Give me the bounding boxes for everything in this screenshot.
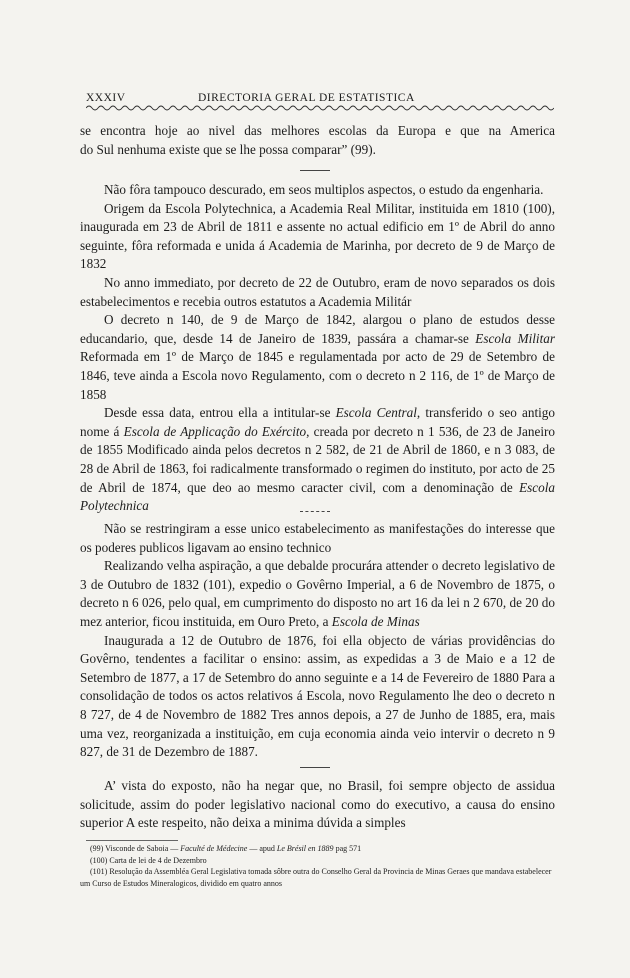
paragraph: No anno immediato, por decreto de 22 de Outubro, eram de novo separados os dois estabelecimentos e recebia outros estatutos a Academia Militár [80,274,555,309]
footnote-101: (101) Resolução da Assembléa Geral Legislativa tomada sôbre outra do Conselho Geral da Provincia de Minas Geraes que mandava estabelecer um Curso de Estudos Mineralogicos, dividido em quatro annos [80,867,552,888]
text-run: , transferido o seo antigo nome á [80,405,555,439]
footnote-separator [86,840,178,841]
section-separator [300,767,330,768]
italic-term: Escola Polytechnica [80,479,555,514]
text-run: Desde essa data, entrou ella a intitular-se [104,405,336,421]
italic-term: Escola de Applicação do Exército [123,423,307,439]
footnote-100: (100) Carta de lei de 4 de Dezembro [90,855,207,865]
paragraph: Origem da Escola Polytechnica, a Academia Real Militar, instituida em 1810 (100), inaugurada em 23 de Abril de 1811 e assente no actual edificio em 1º de Abril do anno seguinte, fôra reformada e unida á Academia de Marinha, por decreto de 9 de Março de 1832 [80,200,555,272]
text-run: , creada por decreto n 1 536, de 23 de Janeiro de 1855 Modificado ainda pelos decretos n 2 582, de 21 de Abril de 1860, e n 3 083, de 28 de Abril de 1863, foi radicalmente transformado o regimen do instituto, por acto de 25 de Abril de 1874, que deo ao mesmo caracter civil, com a denominação de [80,423,556,495]
section-separator [300,511,330,512]
paragraph [80,404,555,516]
footnote-99 [80,843,555,855]
running-header [86,92,554,110]
paragraph: A’ vista do exposto, não ha negar que, no Brasil, foi sempre objecto de assidua solicitude, assim do poder legislativo nacional como do executivo, a causa do ensino superior A este respeito, não deixa a minima dúvida a simples [80,778,555,831]
body-text-block-2 [80,520,555,762]
page-header-title: DIRECTORIA GERAL DE ESTATISTICA [198,92,415,104]
section-separator [300,170,330,171]
paragraph-continued [80,122,555,159]
italic-term: Escola de Minas [331,613,420,629]
text-run: O decreto n 140, de 9 de Março de 1842, alargou o plano de estudos desse educandario, que, desde 14 de Janeiro de 1839, passára a chamar-se [80,312,555,346]
paragraph [80,311,555,404]
text-line: se encontra hoje ao nivel das melhores escolas da Europa e que na America [80,123,555,138]
italic-term: Faculté de Médecine [180,844,248,853]
body-text-block-1 [80,181,555,516]
paragraph: Não fôra tampouco descurado, em seos multiplos aspectos, o estudo da engenharia. [104,182,544,197]
body-text-block-3 [80,777,555,833]
page-number: XXXIV [86,92,126,104]
paragraph: Inaugurada a 12 de Outubro de 1876, foi ella objecto de várias providências do Govêrno, tendentes a facilitar o ensino: assim, as expedidas a 3 de Maio e a 12 de Setembro de 1877, a 17 de Setembro do anno seguinte e a 14 de Fevereiro de 1880 Para a consolidação de todos os actos relativos á Escola, novo Regulamento lhe deo o decreto n 8 727, de 4 de Novembro de 1882 Tres annos depois, a 27 de Junho de 1885, era, mais uma vez, reorganizada a instituição, em cuja economia ainda veio intervir o decreto n 9 827, de 31 de Dezembro de 1887. [80,632,555,760]
text-run: Reformada em 1º de Março de 1845 e regulamentada por acto de 29 de Setembro de 1846, teve ainda a Escola novo Regulamento, com o decreto n 2 116, de 1º de Março de 1858 [80,349,555,402]
paragraph [80,557,555,631]
text-run: — apud [247,844,277,853]
text-run: Realizando velha aspiração, a que debalde procurára attender o decreto legislativo de 3 de Outubro de 1832 (101), expedio o Govêrno Imperial, a 6 de Novembro de 1875, o decreto n 6 026, pelo qual, em cumprimento do disposto no art 16 da lei n 2 670, de 20 do mez anterior, ficou instituida, em Ouro Preto, a [80,558,555,629]
text-run: (99) Visconde de Saboia — [90,844,181,853]
text-run: pag 571 [333,844,362,853]
italic-term: Escola Militar [475,330,555,346]
italic-term: Le Brésil en 1889 [276,844,334,853]
text-line: do Sul nenhuma existe que se lhe possa comparar” (99). [80,141,376,157]
footnotes [80,843,555,889]
paragraph: Não se restringiram a esse unico estabelecimento as manifestações do interesse que os poderes publicos ligavam ao ensino technico [80,521,555,555]
wavy-header-rule [86,104,554,112]
italic-term: Escola Central [335,405,417,421]
